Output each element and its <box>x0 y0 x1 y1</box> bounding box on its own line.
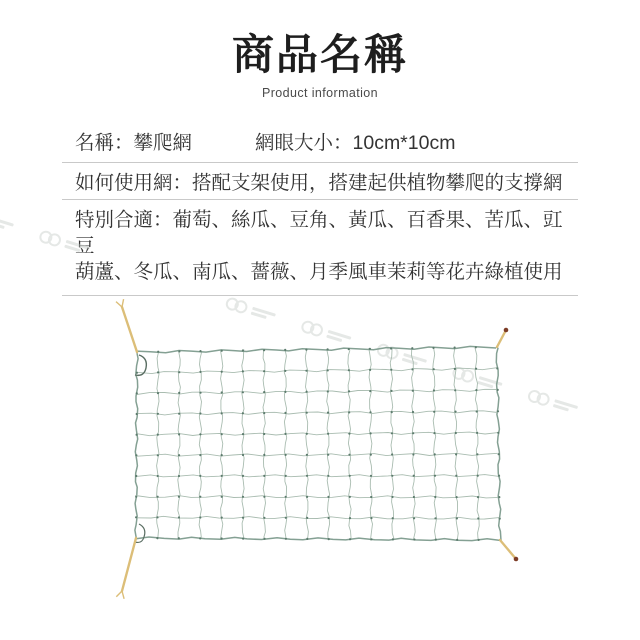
info-table <box>62 120 578 296</box>
table-row-suitable <box>62 200 578 296</box>
table-row-usage <box>62 163 578 200</box>
suitable-label-line1: 特別合適：葡萄、絲瓜、豆角、黃瓜、百香果、苦瓜、豇豆 <box>75 209 563 257</box>
page-title: 商品名稱 <box>231 31 408 78</box>
watermark-logo-icon <box>0 206 15 233</box>
suitable-label-line2: 葫蘆、冬瓜、南瓜、薔薇、月季風車茉莉等花卉綠植使用 <box>75 261 563 283</box>
usage-label: 如何使用網：搭配支架使用，搭建起供植物攀爬的支撐網 <box>75 172 563 194</box>
mesh-size-label: 網眼大小：10cm*10cm <box>255 132 456 154</box>
product-name-label: 名稱：攀爬網 <box>75 132 193 154</box>
table-row-name <box>62 120 578 163</box>
climbing-net-image <box>90 295 550 615</box>
page-subtitle: Product information <box>262 86 378 101</box>
header <box>0 32 640 100</box>
